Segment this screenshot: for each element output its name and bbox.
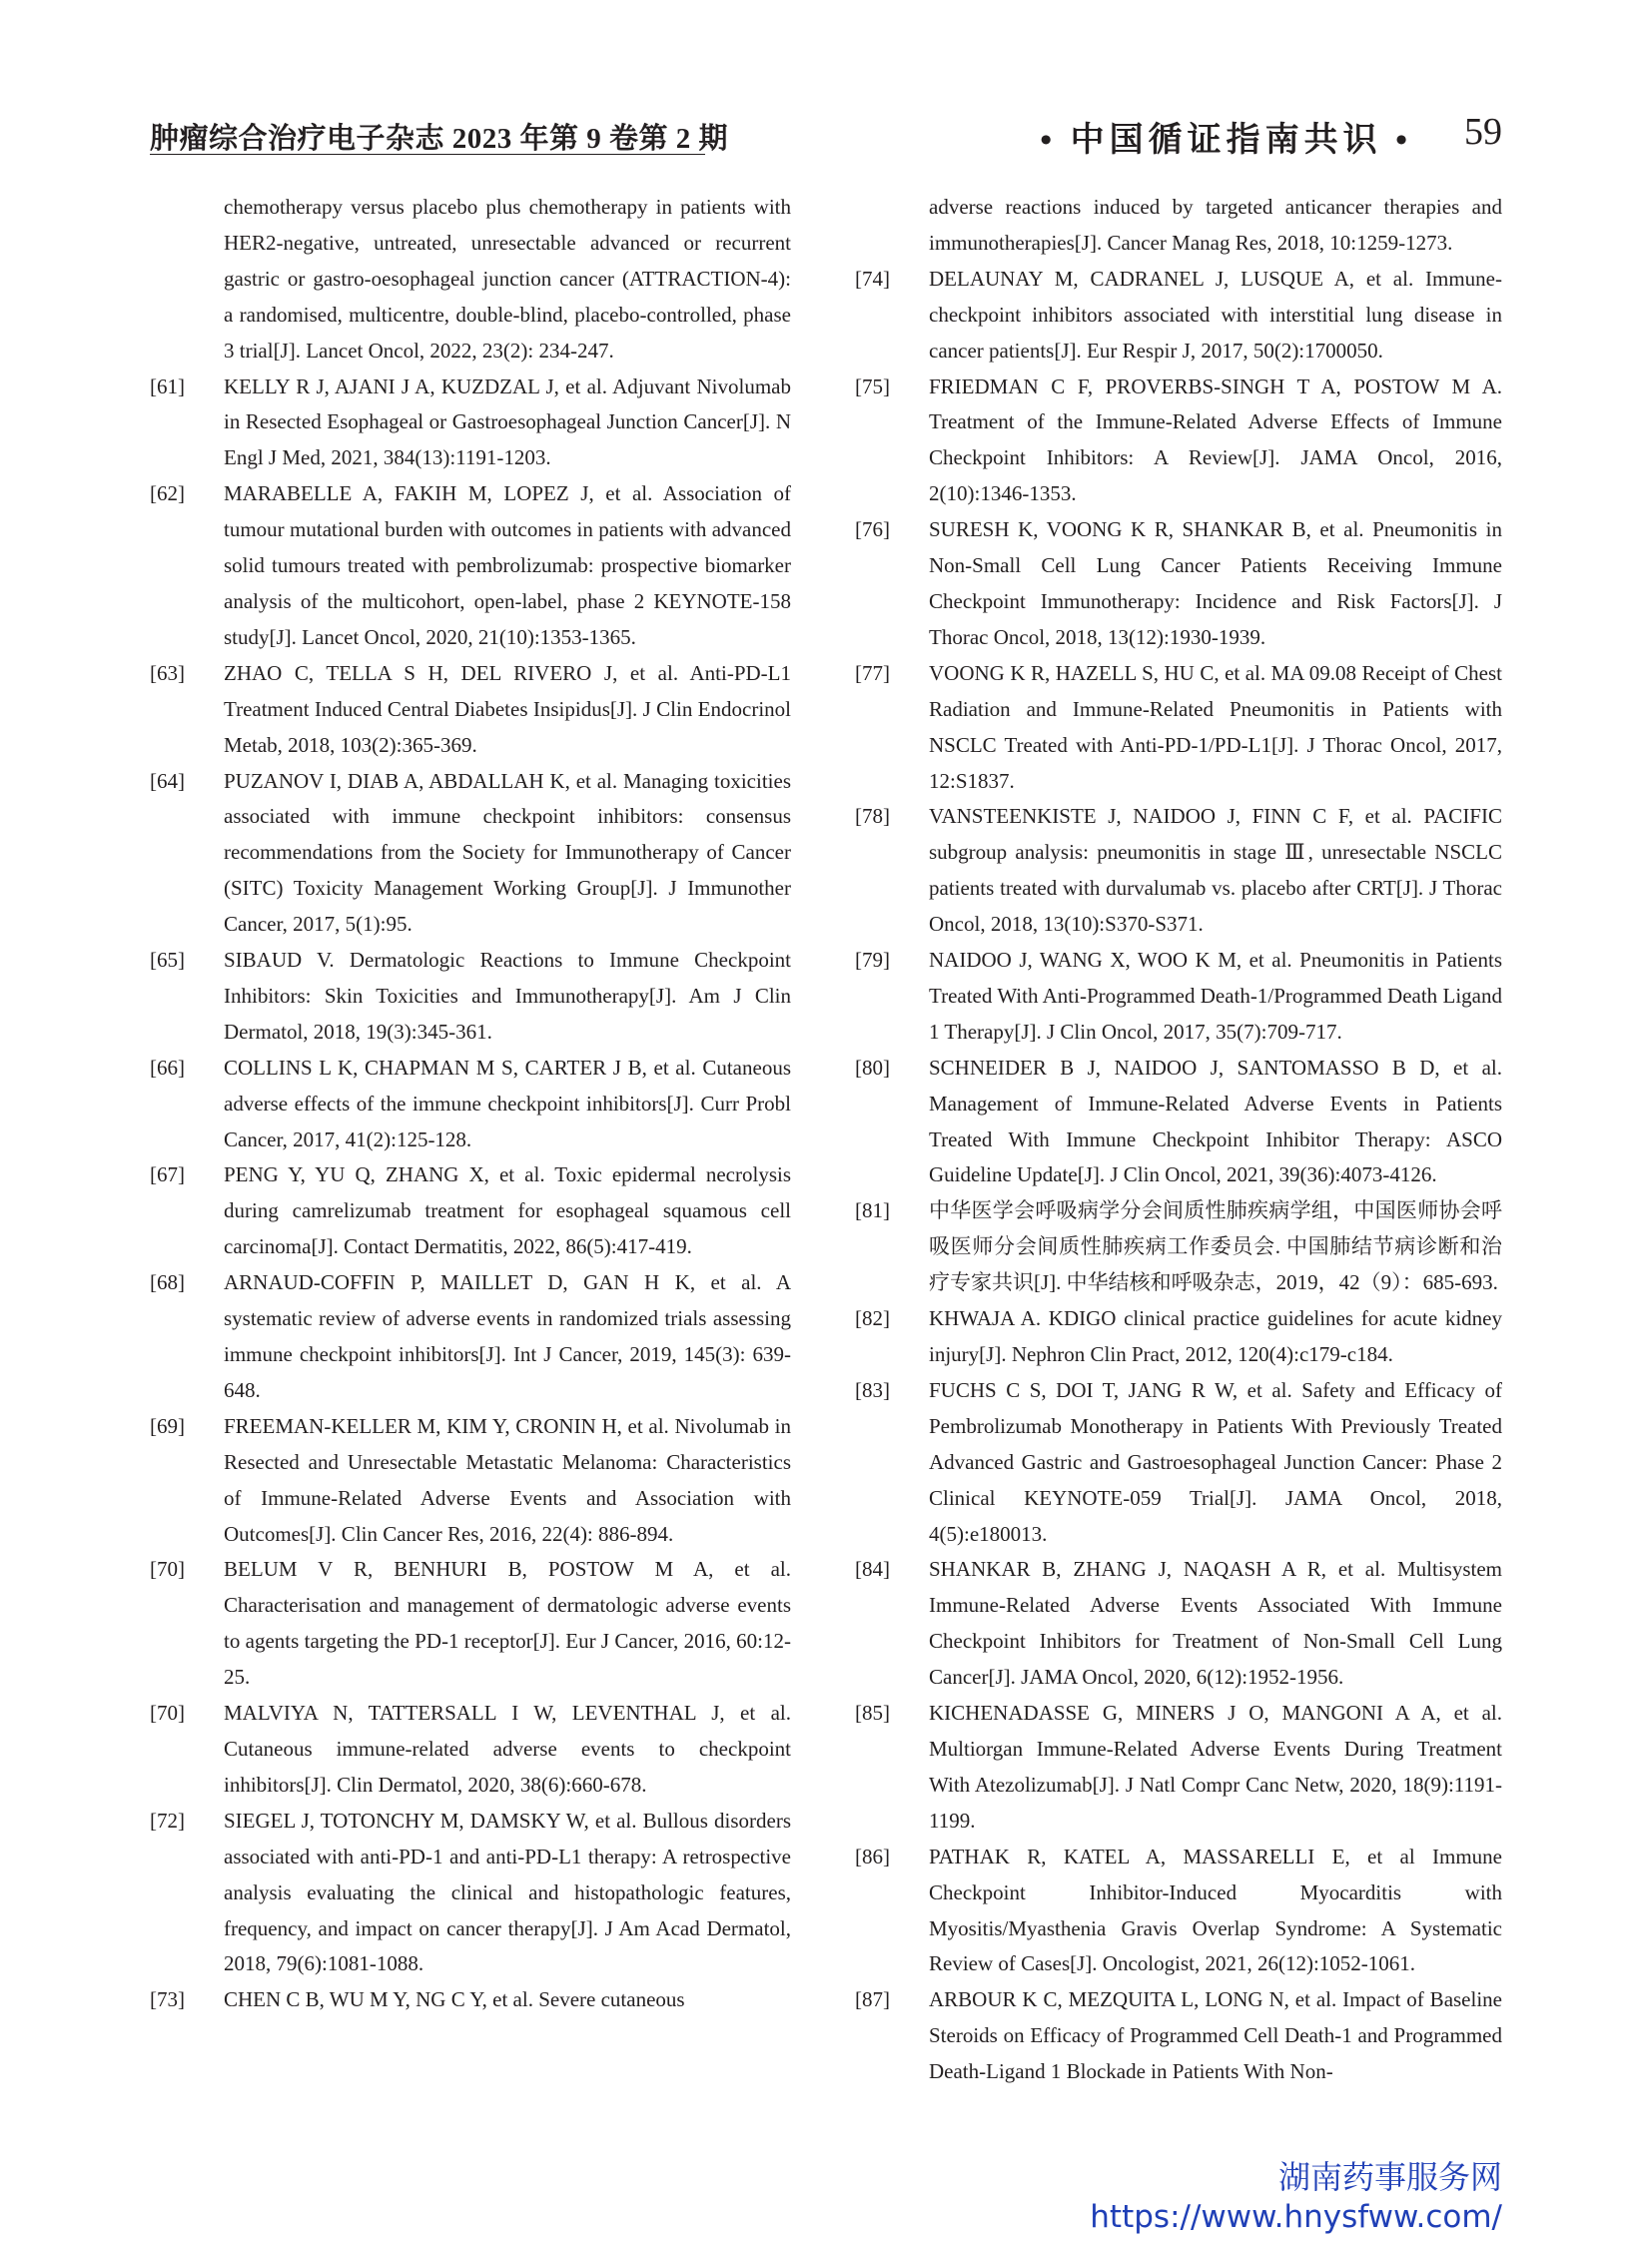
reference-text: MALVIYA N, TATTERSALL I W, LEVENTHAL J, et al. Cutaneous immune-related adverse events to checkpoint inhibitors[J]. Clin Dermatol, 2020, 38(6):660-678. [224, 1701, 791, 1797]
reference-item [855, 1552, 1502, 1696]
reference-number: [76] [855, 517, 890, 542]
watermark-url[interactable]: https://www.hnysfww.com/ [1090, 2199, 1502, 2235]
reference-text: BELUM V R, BENHURI B, POSTOW M A, et al. Characterisation and management of dermatologic adverse events to agents targeting the PD-1 receptor[J]. Eur J Cancer, 2016, 60:12-25. [224, 1557, 791, 1690]
reference-text: NAIDOO J, WANG X, WOO K M, et al. Pneumonitis in Patients Treated With Anti-Programmed Death-1/Programmed Death Ligand 1 Therapy[J]. J Clin Oncol, 2017, 35(7):709-717. [929, 948, 1502, 1044]
reference-item [855, 370, 1502, 513]
reference-item [855, 656, 1502, 800]
reference-item [855, 1301, 1502, 1373]
reference-item [855, 943, 1502, 1051]
reference-number: [74] [855, 266, 890, 291]
reference-number: [80] [855, 1055, 890, 1080]
reference-text: CHEN C B, WU M Y, NG C Y, et al. Severe cutaneous [224, 1987, 685, 2012]
section-title: • 中国循证指南共识 • [1040, 122, 1412, 159]
reference-text: FRIEDMAN C F, PROVERBS-SINGH T A, POSTOW M A. Treatment of the Immune-Related Adverse Effects of Immune Checkpoint Inhibitors: A Review[J]. JAMA Oncol, 2016, 2(10):1346-1353. [929, 374, 1502, 506]
reference-item [855, 799, 1502, 943]
reference-text: PUZANOV I, DIAB A, ABDALLAH K, et al. Managing toxicities associated with immune checkpoint inhibitors: consensus recommendations from the Society for Immunotherapy of Cancer (SITC) Toxicity Management Working Group[J]. J Immunother Cancer, 2017, 5(1):95. [224, 768, 791, 937]
reference-continuation [855, 190, 1502, 262]
reference-item [150, 656, 791, 764]
page-number: 59 [1464, 111, 1502, 153]
reference-number: [67] [150, 1162, 185, 1187]
reference-item [150, 476, 791, 656]
reference-item [150, 1696, 791, 1804]
reference-text: FUCHS C S, DOI T, JANG R W, et al. Safety and Efficacy of Pembrolizumab Monotherapy in Patients With Previously Treated Advanced Gastric and Gastroesophageal Junction Cancer: Phase 2 Clinical KEYNOTE-059 Trial[J]. JAMA Oncol, 2018, 4(5):e180013. [929, 1377, 1502, 1546]
reference-item [855, 1051, 1502, 1194]
reference-number: [70] [150, 1701, 185, 1726]
reference-text: COLLINS L K, CHAPMAN M S, CARTER J B, et al. Cutaneous adverse effects of the immune checkpoint inhibitors[J]. Curr Probl Cancer, 2017, 41(2):125-128. [224, 1055, 791, 1151]
reference-number: [87] [855, 1987, 890, 2012]
reference-number: [81] [855, 1198, 890, 1223]
reference-number: [75] [855, 374, 890, 398]
reference-text: FREEMAN-KELLER M, KIM Y, CRONIN H, et al. Nivolumab in Resected and Unresectable Metastatic Melanoma: Characteristics of Immune-Related Adverse Events and Association with Outcomes[J]. Clin Cancer Res, 2016, 22(4): 886-894. [224, 1413, 791, 1546]
reference-continuation [150, 190, 791, 370]
reference-text: KHWAJA A. KDIGO clinical practice guidelines for acute kidney injury[J]. Nephron Clin Pract, 2012, 120(4):c179-c184. [929, 1306, 1502, 1366]
reference-number: [86] [855, 1844, 890, 1868]
reference-text: KELLY R J, AJANI J A, KUZDZAL J, et al. Adjuvant Nivolumab in Resected Esophageal or Gastroesophageal Junction Cancer[J]. N Engl J Med, 2021, 384(13):1191-1203. [224, 374, 791, 470]
journal-title: 肿瘤综合治疗电子杂志 2023 年第 9 卷第 2 期 [150, 123, 729, 155]
reference-item [150, 943, 791, 1051]
reference-number: [65] [150, 948, 185, 973]
reference-number: [77] [855, 660, 890, 685]
reference-number: [79] [855, 948, 890, 973]
reference-text: 中华医学会呼吸病学分会间质性肺疾病学组，中国医师协会呼吸医师分会间质性肺疾病工作委员会. 中国肺结节病诊断和治疗专家共识[J]. 中华结核和呼吸杂志，2019，42（9）：685-693. [929, 1198, 1502, 1295]
reference-item [150, 1051, 791, 1158]
reference-text: ARBOUR K C, MEZQUITA L, LONG N, et al. Impact of Baseline Steroids on Efficacy of Programmed Cell Death-1 and Programmed Death-Ligand 1 Blockade in Patients With Non- [929, 1987, 1502, 2084]
reference-number: [84] [855, 1557, 890, 1582]
left-reference-list [150, 370, 791, 2019]
reference-text: ARNAUD-COFFIN P, MAILLET D, GAN H K, et al. A systematic review of adverse events in randomized trials assessing immune checkpoint inhibitors[J]. Int J Cancer, 2019, 145(3): 639-648. [224, 1270, 791, 1402]
reference-number: [85] [855, 1701, 890, 1726]
right-reference-list [855, 262, 1502, 2090]
reference-text: adverse reactions induced by targeted anticancer therapies and immunotherapies[J]. Cancer Manag Res, 2018, 10:1259-1273. [929, 195, 1502, 255]
reference-item [855, 1696, 1502, 1840]
reference-text: SIBAUD V. Dermatologic Reactions to Immune Checkpoint Inhibitors: Skin Toxicities and Immunotherapy[J]. Am J Clin Dermatol, 2018, 19(3):345-361. [224, 948, 791, 1044]
reference-text: PENG Y, YU Q, ZHANG X, et al. Toxic epidermal necrolysis during camrelizumab treatment for esophageal squamous cell carcinoma[J]. Contact Dermatitis, 2022, 86(5):417-419. [224, 1162, 791, 1259]
reference-item [855, 1373, 1502, 1553]
reference-text: SURESH K, VOONG K R, SHANKAR B, et al. Pneumonitis in Non-Small Cell Lung Cancer Patients Receiving Immune Checkpoint Immunotherapy: Incidence and Risk Factors[J]. J Thorac Oncol, 2018, 13(12):1930-1939. [929, 517, 1502, 649]
reference-item [150, 1982, 791, 2018]
left-column [150, 190, 791, 2018]
watermark-site-name: 湖南药事服务网 [1277, 2158, 1502, 2196]
reference-item [855, 1840, 1502, 1983]
reference-number: [62] [150, 481, 185, 506]
reference-text: MARABELLE A, FAKIH M, LOPEZ J, et al. Association of tumour mutational burden with outcomes in patients with advanced solid tumours treated with pembrolizumab: prospective biomarker analysis of the multicohort, open-label, phase 2 KEYNOTE-158 study[J]. Lancet Oncol, 2020, 21(10):1353-1365. [224, 481, 791, 649]
reference-item [150, 1409, 791, 1553]
reference-item [150, 370, 791, 477]
reference-number: [70] [150, 1557, 185, 1582]
reference-text: KICHENADASSE G, MINERS J O, MANGONI A A, et al. Multiorgan Immune-Related Adverse Events During Treatment With Atezolizumab[J]. J Natl Compr Canc Netw, 2020, 18(9):1191-1199. [929, 1701, 1502, 1833]
reference-text: SCHNEIDER B J, NAIDOO J, SANTOMASSO B D, et al. Management of Immune-Related Adverse Events in Patients Treated With Immune Checkpoint Inhibitor Therapy: ASCO Guideline Update[J]. J Clin Oncol, 2021, 39(36):4073-4126. [929, 1055, 1502, 1187]
watermark [1090, 2157, 1502, 2237]
header-rule [150, 154, 705, 155]
reference-number: [69] [150, 1413, 185, 1438]
reference-text: chemotherapy versus placebo plus chemotherapy in patients with HER2-negative, untreated, unresectable advanced or recurrent gastric or gastro-oesophageal junction cancer (ATTRACTION-4): a randomised, multicentre, double-blind, placebo-controlled, phase 3 trial[J]. Lancet Oncol, 2022, 23(2): 234-247. [224, 195, 791, 363]
right-column [855, 190, 1502, 2090]
reference-number: [83] [855, 1377, 890, 1402]
reference-item [855, 1982, 1502, 2090]
reference-item [150, 1804, 791, 1983]
reference-item [150, 764, 791, 944]
reference-item [150, 1265, 791, 1409]
reference-number: [78] [855, 804, 890, 829]
reference-item [855, 262, 1502, 370]
reference-text: SHANKAR B, ZHANG J, NAQASH A R, et al. Multisystem Immune-Related Adverse Events Associated With Immune Checkpoint Inhibitors for Treatment of Non-Small Cell Lung Cancer[J]. JAMA Oncol, 2020, 6(12):1952-1956. [929, 1557, 1502, 1690]
reference-number: [63] [150, 660, 185, 685]
reference-number: [66] [150, 1055, 185, 1080]
reference-item [855, 512, 1502, 656]
reference-item [150, 1157, 791, 1265]
reference-text: VANSTEENKISTE J, NAIDOO J, FINN C F, et al. PACIFIC subgroup analysis: pneumonitis in stage Ⅲ, unresectable NSCLC patients treated with durvalumab vs. placebo after CRT[J]. J Thorac Oncol, 2018, 13(10):S370-S371. [929, 804, 1502, 937]
reference-number: [61] [150, 374, 185, 398]
reference-number: [73] [150, 1987, 185, 2012]
reference-text: DELAUNAY M, CADRANEL J, LUSQUE A, et al. Immune-checkpoint inhibitors associated with interstitial lung disease in cancer patients[J]. Eur Respir J, 2017, 50(2):1700050. [929, 266, 1502, 363]
reference-item [855, 1193, 1502, 1301]
page-header [150, 112, 1502, 158]
reference-text: SIEGEL J, TOTONCHY M, DAMSKY W, et al. Bullous disorders associated with anti-PD-1 and anti-PD-L1 therapy: A retrospective analysis evaluating the clinical and histopathologic features, frequency, and impact on cancer therapy[J]. J Am Acad Dermatol, 2018, 79(6):1081-1088. [224, 1808, 791, 1976]
reference-item [150, 1552, 791, 1696]
reference-text: ZHAO C, TELLA S H, DEL RIVERO J, et al. Anti-PD-L1 Treatment Induced Central Diabetes Insipidus[J]. J Clin Endocrinol Metab, 2018, 103(2):365-369. [224, 660, 791, 757]
reference-number: [64] [150, 768, 185, 793]
reference-number: [72] [150, 1808, 185, 1833]
reference-number: [68] [150, 1270, 185, 1295]
reference-text: PATHAK R, KATEL A, MASSARELLI E, et al Immune Checkpoint Inhibitor-Induced Myocarditis with Myositis/Myasthenia Gravis Overlap Syndrome: A Systematic Review of Cases[J]. Oncologist, 2021, 26(12):1052-1061. [929, 1844, 1502, 1976]
reference-text: VOONG K R, HAZELL S, HU C, et al. MA 09.08 Receipt of Chest Radiation and Immune-Related Pneumonitis in Patients with NSCLC Treated with Anti-PD-1/PD-L1[J]. J Thorac Oncol, 2017, 12:S1837. [929, 660, 1502, 793]
reference-number: [82] [855, 1306, 890, 1331]
